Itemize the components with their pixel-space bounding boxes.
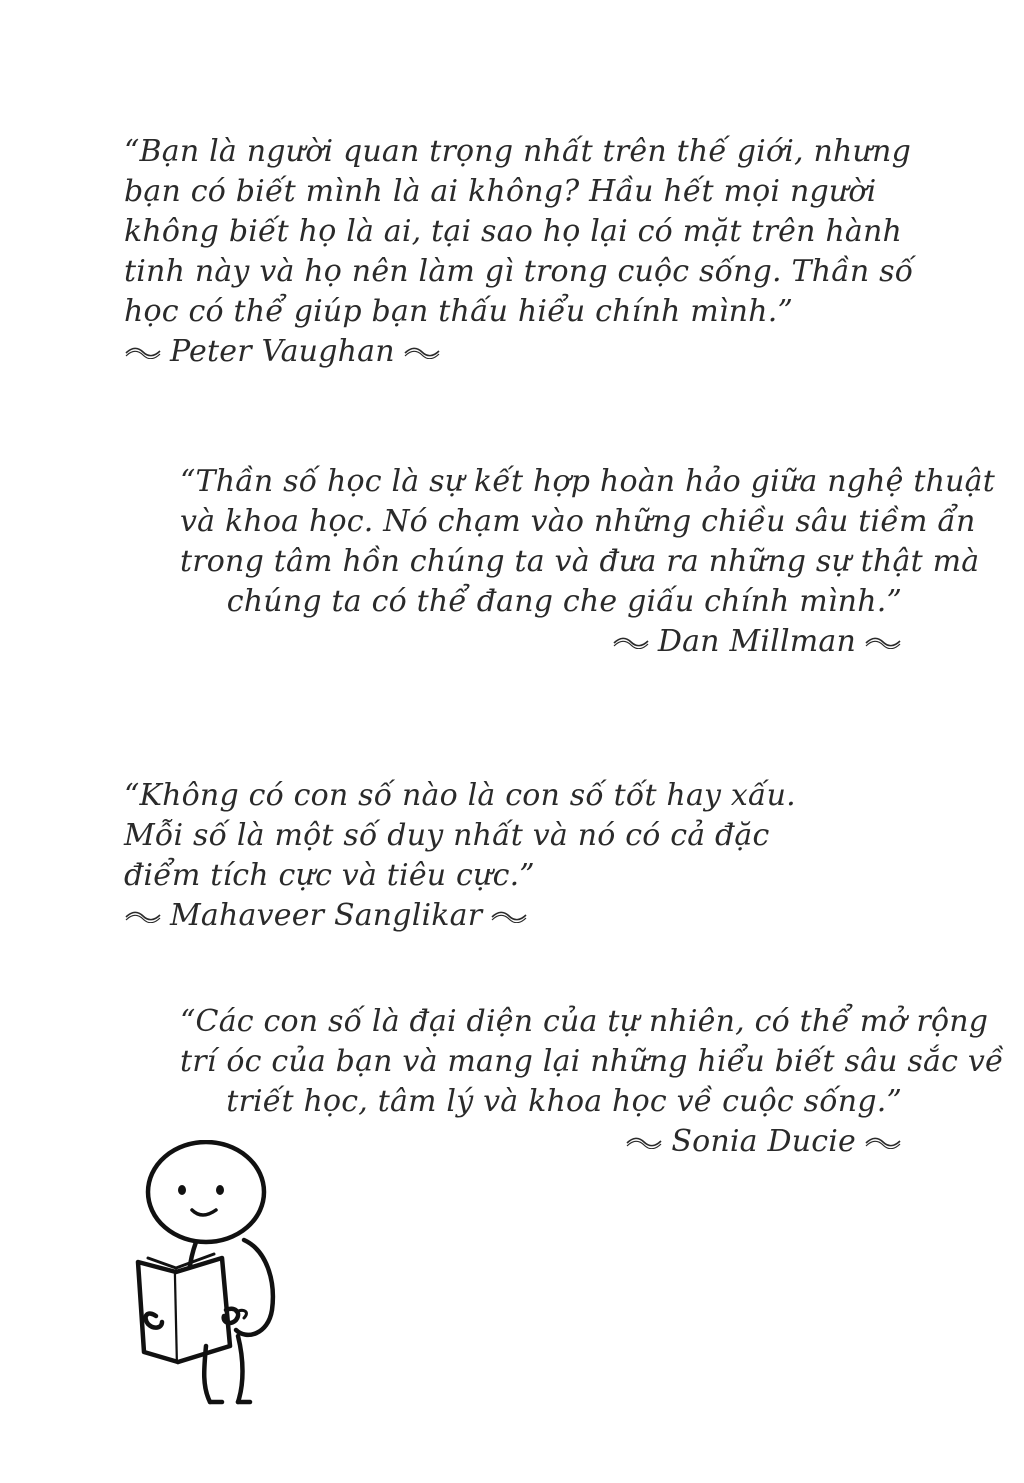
quote-line: “Thần số học là sự kết hợp hoàn hảo giữa nghệ thuật xyxy=(180,464,995,499)
stick-figure-reading-icon xyxy=(126,1140,326,1410)
swash-ornament-icon xyxy=(490,909,528,923)
quote-line: “Các con số là đại diện của tự nhiên, có thể mở rộng xyxy=(180,1004,989,1039)
quote-line: trí óc của bạn và mang lại những hiểu biết sâu sắc về xyxy=(180,1044,1004,1079)
quote-author: Dan Millman xyxy=(657,624,856,659)
quote-block-4 xyxy=(180,1002,1004,1162)
quote-line: chúng ta có thể đang che giấu chính mình.” xyxy=(226,584,902,619)
quote-line: không biết họ là ai, tại sao họ lại có mặt trên hành xyxy=(124,214,903,249)
quote-line: “Bạn là người quan trọng nhất trên thế giới, nhưng xyxy=(124,134,911,169)
quote-line: bạn có biết mình là ai không? Hầu hết mọi người xyxy=(124,174,877,209)
quote-line: và khoa học. Nó chạm vào những chiều sâu tiềm ẩn xyxy=(180,504,976,539)
quote-line: học có thể giúp bạn thấu hiểu chính mình.” xyxy=(124,294,794,329)
quote-line: triết học, tâm lý và khoa học về cuộc sống.” xyxy=(226,1084,902,1119)
swash-ornament-icon xyxy=(124,909,162,923)
quote-author: Peter Vaughan xyxy=(170,334,395,369)
quote-author: Sonia Ducie xyxy=(671,1124,856,1159)
swash-ornament-icon xyxy=(403,345,441,359)
quote-block-2 xyxy=(180,462,995,662)
swash-ornament-icon xyxy=(864,635,902,649)
swash-ornament-icon xyxy=(864,1135,902,1149)
quote-block-1 xyxy=(124,132,914,372)
quote-line: Mỗi số là một số duy nhất và nó có cả đặc xyxy=(124,818,770,853)
quote-attribution xyxy=(124,896,732,936)
quote-attribution xyxy=(180,622,902,662)
quote-line: “Không có con số nào là con số tốt hay xấu. xyxy=(124,778,796,813)
swash-ornament-icon xyxy=(625,1135,663,1149)
quote-block-3 xyxy=(124,776,796,936)
quote-attribution xyxy=(124,332,816,372)
quote-author: Mahaveer Sanglikar xyxy=(170,898,483,933)
swash-ornament-icon xyxy=(124,345,162,359)
quote-line: tinh này và họ nên làm gì trong cuộc sống. Thần số xyxy=(124,254,914,289)
quote-line: điểm tích cực và tiêu cực.” xyxy=(124,858,535,893)
quote-line: trong tâm hồn chúng ta và đưa ra những sự thật mà xyxy=(180,544,980,579)
swash-ornament-icon xyxy=(612,635,650,649)
